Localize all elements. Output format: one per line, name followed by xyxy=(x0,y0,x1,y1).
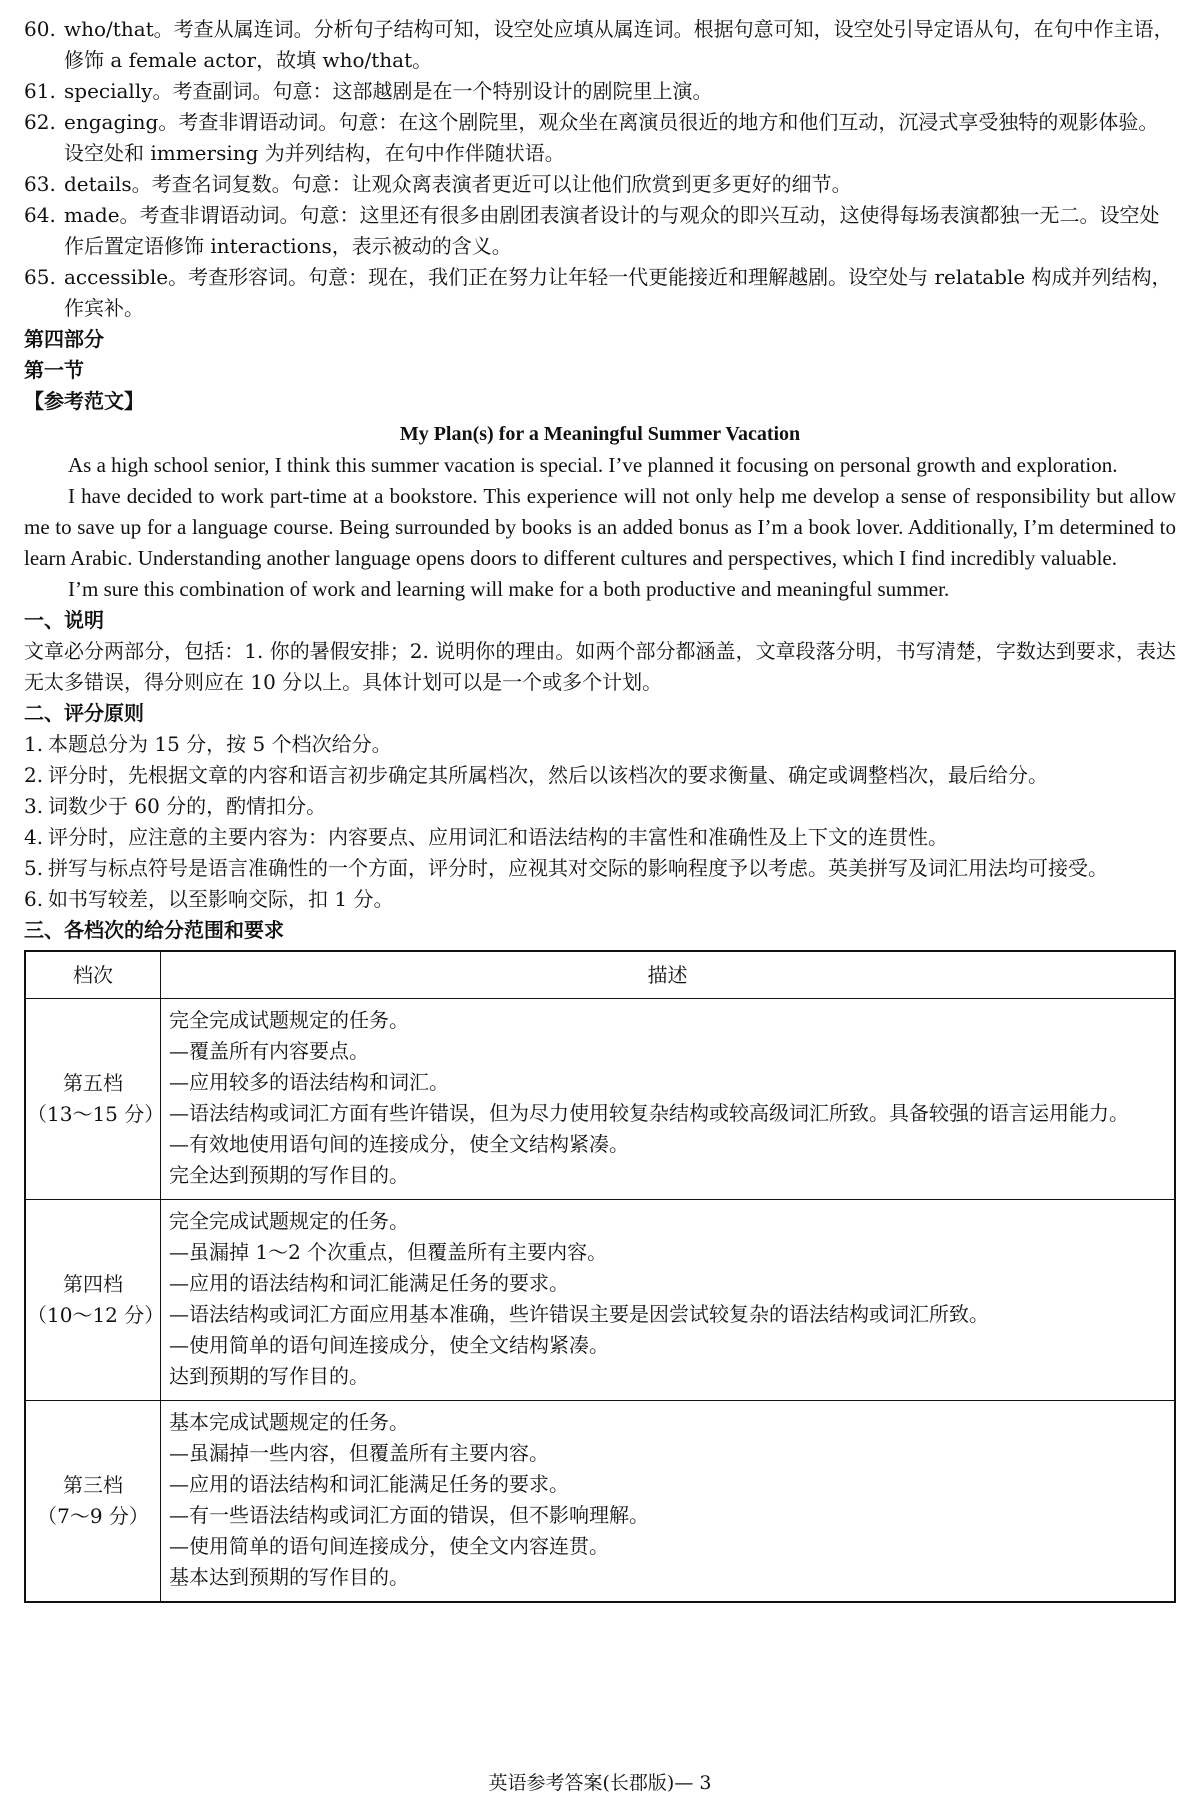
section-heading: 第一节 xyxy=(24,358,84,382)
description-line: 达到预期的写作目的。 xyxy=(169,1364,369,1388)
model-essay xyxy=(24,450,1176,605)
level-name: 第三档 xyxy=(63,1473,123,1497)
level-name: 第五档 xyxy=(63,1071,123,1095)
description-line: —有效地使用语句间的连接成分，使全文结构紧凑。 xyxy=(169,1132,629,1156)
part-heading: 第四部分 xyxy=(24,327,104,351)
answer-list xyxy=(24,14,1176,324)
column-header-level: 档次 xyxy=(25,951,161,999)
description-line: —语法结构或词汇方面应用基本准确，些许错误主要是因尝试较复杂的语法结构或词汇所致。 xyxy=(169,1302,989,1326)
description-line: —使用简单的语句间连接成分，使全文结构紧凑。 xyxy=(169,1333,609,1357)
answer-text: accessible。考查形容词。句意：现在，我们正在努力让年轻一代更能接近和理解越剧。设空处与 relatable 构成并列结构，作宾补。 xyxy=(64,265,1172,320)
principle-item xyxy=(24,729,1176,760)
principle-item xyxy=(24,853,1176,884)
description-cell xyxy=(161,1401,1176,1603)
principle-item xyxy=(24,884,1176,915)
level-name: 第四档 xyxy=(63,1272,123,1296)
description-line: —语法结构或词汇方面有些许错误，但为尽力使用较复杂结构或较高级词汇所致。具备较强的语言运用能力。 xyxy=(169,1101,1129,1125)
principle-item xyxy=(24,791,1176,822)
principle-number: 6. xyxy=(24,887,44,911)
table-row xyxy=(25,999,1175,1200)
description-line: —覆盖所有内容要点。 xyxy=(169,1039,369,1063)
grading-table xyxy=(24,950,1176,1603)
description-line: —使用简单的语句间连接成分，使全文内容连贯。 xyxy=(169,1534,609,1558)
answer-number: 64. xyxy=(24,203,56,227)
principle-number: 4. xyxy=(24,825,44,849)
principle-number: 2. xyxy=(24,763,44,787)
description-line: —应用的语法结构和词汇能满足任务的要求。 xyxy=(169,1271,569,1295)
principle-item xyxy=(24,760,1176,791)
description-line: —应用较多的语法结构和词汇。 xyxy=(169,1070,449,1094)
principle-text: 如书写较差，以至影响交际，扣 1 分。 xyxy=(48,887,394,911)
description-line: 完全完成试题规定的任务。 xyxy=(169,1008,409,1032)
answer-number: 62. xyxy=(24,110,56,134)
principle-text: 评分时，先根据文章的内容和语言初步确定其所属档次，然后以该档次的要求衡量、确定或调整档次，最后给分。 xyxy=(48,763,1048,787)
essay-title: My Plan(s) for a Meaningful Summer Vacation xyxy=(399,423,801,445)
level-cell xyxy=(25,1200,165,1401)
answer-item xyxy=(24,14,1176,76)
level-range: （7～9 分） xyxy=(37,1504,149,1528)
answer-item xyxy=(24,200,1176,262)
principles-heading: 二、评分原则 xyxy=(24,701,144,725)
principle-text: 拼写与标点符号是语言准确性的一个方面，评分时，应视其对交际的影响程度予以考虑。英美拼写及词汇用法均可接受。 xyxy=(48,856,1108,880)
principle-text: 本题总分为 15 分，按 5 个档次给分。 xyxy=(48,732,392,756)
page-footer: 英语参考答案(长郡版)— 3 xyxy=(488,1772,712,1794)
answer-number: 60. xyxy=(24,17,56,41)
principle-number: 3. xyxy=(24,794,44,818)
answer-text: who/that。考查从属连词。分析句子结构可知，设空处应填从属连词。根据句意可知，设空处引导定语从句，在句中作主语，修饰 a female actor，故填 who/that。 xyxy=(64,17,1174,72)
description-line: —应用的语法结构和词汇能满足任务的要求。 xyxy=(169,1472,569,1496)
answer-text: engaging。考查非谓语动词。句意：在这个剧院里，观众坐在离演员很近的地方和他们互动，沉浸式享受独特的观影体验。设空处和 immersing 为并列结构，在句中作伴随状语。 xyxy=(64,110,1159,165)
description-line: —虽漏掉 1～2 个次重点，但覆盖所有主要内容。 xyxy=(169,1240,608,1264)
level-range: （13～15 分） xyxy=(27,1102,165,1126)
explanation-heading: 一、说明 xyxy=(24,608,104,632)
principle-number: 1. xyxy=(24,732,44,756)
principle-text: 评分时，应注意的主要内容为：内容要点、应用词汇和语法结构的丰富性和准确性及上下文的连贯性。 xyxy=(48,825,948,849)
description-line: 基本完成试题规定的任务。 xyxy=(169,1410,409,1434)
answer-text: details。考查名词复数。句意：让观众离表演者更近可以让他们欣赏到更多更好的细节。 xyxy=(64,172,852,196)
description-line: —虽漏掉一些内容，但覆盖所有主要内容。 xyxy=(169,1441,549,1465)
principles-list xyxy=(24,729,1176,915)
answer-item xyxy=(24,107,1176,169)
description-line: 基本达到预期的写作目的。 xyxy=(169,1565,409,1589)
essay-paragraph: I’m sure this combination of work and learning will make for a both productive and meaningful summer. xyxy=(68,577,950,601)
table-row xyxy=(25,1200,1175,1401)
description-line: 完全完成试题规定的任务。 xyxy=(169,1209,409,1233)
description-line: 完全达到预期的写作目的。 xyxy=(169,1163,409,1187)
description-line: —有一些语法结构或词汇方面的错误，但不影响理解。 xyxy=(169,1503,649,1527)
answer-item xyxy=(24,76,1176,107)
level-cell xyxy=(25,1401,161,1603)
level-cell xyxy=(25,999,165,1200)
answer-number: 61. xyxy=(24,79,56,103)
model-essay-heading: 【参考范文】 xyxy=(24,389,144,413)
essay-paragraph: As a high school senior, I think this summer vacation is special. I’ve planned it focusing on personal growth and exploration. xyxy=(68,453,1118,477)
principle-number: 5. xyxy=(24,856,44,880)
document-page xyxy=(24,14,1176,1603)
column-header-description: 描述 xyxy=(161,951,1176,999)
grades-heading: 三、各档次的给分范围和要求 xyxy=(24,918,284,942)
principle-text: 词数少于 60 分的，酌情扣分。 xyxy=(48,794,327,818)
explanation-text: 文章必分两部分，包括：1. 你的暑假安排；2. 说明你的理由。如两个部分都涵盖，文章段落分明，书写清楚，字数达到要求，表达无太多错误，得分则应在 10 分以上。具体计划可以是一个或多个计划。 xyxy=(24,639,1176,694)
level-range: （10～12 分） xyxy=(27,1303,165,1327)
answer-number: 65. xyxy=(24,265,56,289)
description-cell xyxy=(161,999,1176,1200)
answer-item xyxy=(24,262,1176,324)
description-cell xyxy=(161,1200,1176,1401)
essay-paragraph: I have decided to work part-time at a bookstore. This experience will not only help me develop a sense of responsibility but allow me to save up for a language course. Being surrounded by books is an added bonus as I’m a book lover. Additionally, I’m determined to learn Arabic. Understanding another language opens doors to different cultures and perspectives, which I find incredibly valuable. xyxy=(24,484,1176,570)
answer-item xyxy=(24,169,1176,200)
table-row xyxy=(25,1401,1175,1603)
answer-text: made。考查非谓语动词。句意：这里还有很多由剧团表演者设计的与观众的即兴互动，这使得每场表演都独一无二。设空处作后置定语修饰 interactions，表示被动的含义。 xyxy=(64,203,1160,258)
table-header-row xyxy=(25,951,1175,999)
principle-item xyxy=(24,822,1176,853)
answer-number: 63. xyxy=(24,172,56,196)
answer-text: specially。考查副词。句意：这部越剧是在一个特别设计的剧院里上演。 xyxy=(64,79,713,103)
